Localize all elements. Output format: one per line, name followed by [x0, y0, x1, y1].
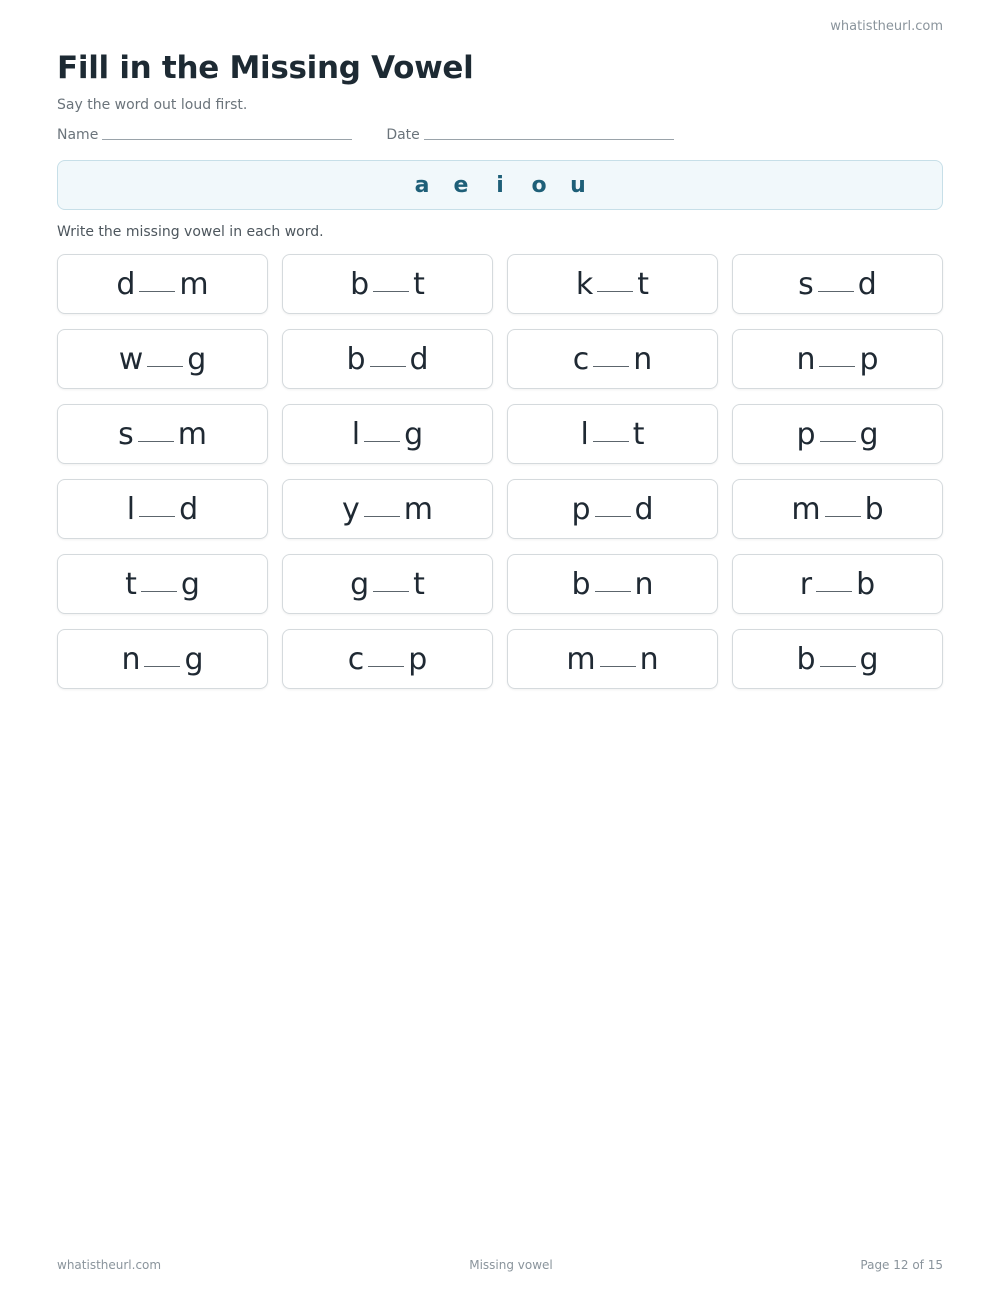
vowel-blank[interactable]	[373, 290, 409, 292]
vowel-blank[interactable]	[141, 590, 177, 592]
word-first-letter: p	[796, 416, 816, 452]
word-last-letter: g	[859, 416, 879, 452]
date-field[interactable]	[386, 127, 673, 143]
word-first-letter: c	[572, 341, 590, 377]
word-last-letter: m	[403, 491, 433, 527]
word-first-letter: n	[796, 341, 816, 377]
word-first-letter: t	[125, 566, 137, 602]
vowel-blank[interactable]	[364, 440, 400, 442]
site-url-header: whatistheurl.com	[830, 19, 943, 34]
word-first-letter: d	[116, 266, 136, 302]
word-last-letter: m	[177, 416, 207, 452]
word-card[interactable]	[282, 404, 493, 464]
footer-label: Missing vowel	[469, 1258, 553, 1272]
vowel-blank[interactable]	[820, 665, 856, 667]
name-field[interactable]	[57, 127, 352, 143]
word-card[interactable]	[732, 629, 943, 689]
vowel-blank[interactable]	[138, 440, 174, 442]
word-card[interactable]	[282, 254, 493, 314]
word-last-letter: b	[864, 491, 884, 527]
name-label: Name	[57, 127, 99, 143]
page-title: Fill in the Missing Vowel	[57, 50, 474, 86]
word-last-letter: d	[634, 491, 654, 527]
word-card[interactable]	[507, 479, 718, 539]
vowel-o: o	[531, 172, 547, 198]
vowel-blank[interactable]	[818, 290, 854, 292]
word-card[interactable]	[57, 629, 268, 689]
word-card[interactable]	[507, 329, 718, 389]
word-last-letter: n	[633, 341, 653, 377]
vowel-a: a	[414, 172, 430, 198]
vowel-blank[interactable]	[373, 590, 409, 592]
word-card[interactable]	[732, 329, 943, 389]
word-card[interactable]	[507, 554, 718, 614]
word-last-letter: g	[404, 416, 424, 452]
word-card[interactable]	[732, 479, 943, 539]
word-last-letter: t	[413, 266, 425, 302]
word-card[interactable]	[57, 254, 268, 314]
vowel-blank[interactable]	[597, 290, 633, 292]
word-first-letter: y	[342, 491, 360, 527]
word-first-letter: b	[346, 341, 366, 377]
word-last-letter: d	[179, 491, 199, 527]
date-line[interactable]	[424, 138, 674, 140]
word-card[interactable]	[282, 629, 493, 689]
word-card[interactable]	[57, 554, 268, 614]
vowel-blank[interactable]	[816, 590, 852, 592]
vowel-blank[interactable]	[368, 665, 404, 667]
word-card[interactable]	[57, 404, 268, 464]
instruction-text: Write the missing vowel in each word.	[57, 224, 324, 240]
date-label: Date	[386, 127, 420, 143]
word-first-letter: c	[347, 641, 365, 677]
word-last-letter: d	[409, 341, 429, 377]
vowel-i: i	[496, 172, 504, 198]
vowel-blank[interactable]	[593, 365, 629, 367]
vowel-blank[interactable]	[147, 365, 183, 367]
word-last-letter: g	[859, 641, 879, 677]
name-line[interactable]	[102, 138, 352, 140]
word-card[interactable]	[507, 404, 718, 464]
word-card[interactable]	[732, 404, 943, 464]
page-subtitle: Say the word out loud first.	[57, 97, 248, 113]
word-first-letter: s	[798, 266, 814, 302]
vowel-blank[interactable]	[364, 515, 400, 517]
vowel-blank[interactable]	[820, 440, 856, 442]
word-grid	[57, 254, 943, 689]
word-card[interactable]	[282, 554, 493, 614]
word-card[interactable]	[57, 479, 268, 539]
word-card[interactable]	[732, 554, 943, 614]
vowel-blank[interactable]	[139, 515, 175, 517]
name-date-row	[57, 127, 674, 143]
vowel-blank[interactable]	[593, 440, 629, 442]
word-last-letter: t	[637, 266, 650, 302]
word-card[interactable]	[507, 254, 718, 314]
word-last-letter: p	[408, 641, 428, 677]
footer-site: whatistheurl.com	[57, 1258, 162, 1272]
word-first-letter: l	[351, 416, 361, 452]
vowel-blank[interactable]	[595, 515, 631, 517]
word-first-letter: l	[580, 416, 589, 452]
word-first-letter: w	[118, 341, 144, 377]
word-first-letter: n	[121, 641, 141, 677]
word-card[interactable]	[732, 254, 943, 314]
word-last-letter: g	[184, 641, 204, 677]
word-last-letter: d	[857, 266, 877, 302]
word-last-letter: n	[639, 641, 659, 677]
vowel-blank[interactable]	[600, 665, 636, 667]
vowel-blank[interactable]	[595, 590, 631, 592]
word-card[interactable]	[282, 329, 493, 389]
word-first-letter: p	[571, 491, 591, 527]
vowel-blank[interactable]	[819, 365, 855, 367]
word-first-letter: b	[350, 266, 370, 302]
word-last-letter: p	[859, 341, 879, 377]
word-last-letter: n	[634, 566, 654, 602]
word-first-letter: m	[566, 641, 596, 677]
word-card[interactable]	[57, 329, 268, 389]
word-first-letter: g	[350, 566, 370, 602]
word-last-letter: b	[856, 566, 876, 602]
vowel-e: e	[453, 172, 469, 198]
word-last-letter: t	[632, 416, 645, 452]
word-first-letter: r	[799, 566, 813, 602]
vowel-blank[interactable]	[139, 290, 175, 292]
vowel-bank	[57, 160, 943, 210]
vowel-blank[interactable]	[825, 515, 861, 517]
word-first-letter: b	[796, 641, 816, 677]
word-card[interactable]	[282, 479, 493, 539]
footer-page-number: Page 12 of 15	[860, 1258, 943, 1272]
vowel-blank[interactable]	[370, 365, 406, 367]
word-last-letter: m	[179, 266, 209, 302]
vowel-blank[interactable]	[144, 665, 180, 667]
word-first-letter: l	[126, 491, 136, 527]
word-card[interactable]	[507, 629, 718, 689]
word-first-letter: k	[575, 266, 594, 302]
word-first-letter: b	[571, 566, 591, 602]
vowel-u: u	[570, 172, 586, 198]
word-first-letter: m	[791, 491, 821, 527]
word-first-letter: s	[118, 416, 134, 452]
word-last-letter: g	[187, 341, 207, 377]
word-last-letter: g	[180, 566, 200, 602]
word-last-letter: t	[413, 566, 425, 602]
